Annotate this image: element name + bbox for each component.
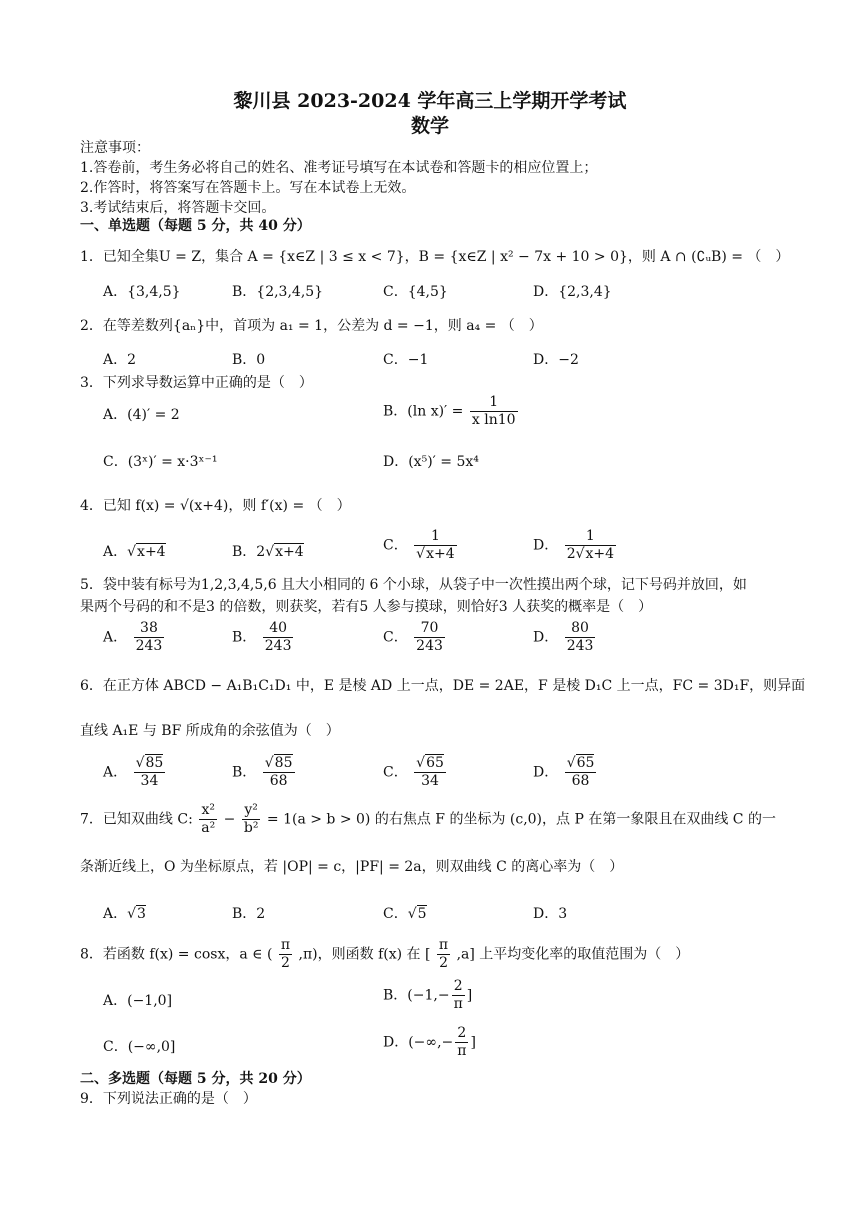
- question-4-stem: 4．已知 f(x) = √(x+4)，则 f′(x) = （ ）: [80, 498, 351, 514]
- pi-over-two: [437, 937, 450, 972]
- q7-option-a: A．√3: [103, 906, 146, 922]
- q6-option-a: [103, 755, 167, 790]
- fraction-numerator: 2: [452, 978, 465, 996]
- option-letter: D．: [533, 537, 559, 554]
- q1-option-d: D．{2,3,4}: [533, 284, 612, 300]
- option-text: D．(−∞,−: [383, 1034, 454, 1051]
- fraction-numerator: 38: [134, 620, 165, 638]
- hyperbola-x-term: [199, 802, 217, 837]
- question-1-stem: 1．已知全集U = Z，集合 A = {x∈Z | 3 ≤ x < 7}，B = {x∈Z | x² − 7x + 10 > 0}，则 A ∩ (∁ᵤB) = （ ）: [80, 249, 790, 265]
- fraction-numerator: 2: [455, 1025, 468, 1043]
- q1-option-c: C．{4,5}: [383, 284, 448, 300]
- fraction-denominator: 68: [269, 773, 288, 789]
- fraction-numerator: π: [438, 937, 449, 953]
- question-2-stem: 2．在等差数列{aₙ}中，首项为 a₁ = 1，公差为 d = −1，则 a₄ = （ ）: [80, 318, 543, 334]
- q6-option-c-fraction: [414, 755, 446, 790]
- q5-option-b-fraction: [263, 620, 294, 655]
- notes-heading: 注意事项：: [80, 140, 150, 156]
- q6-option-d: [533, 755, 598, 790]
- fraction-denominator: 34: [421, 773, 439, 789]
- fraction-denominator: 68: [571, 773, 590, 789]
- q6-option-c: [383, 755, 448, 790]
- fraction-denominator: π: [453, 996, 463, 1012]
- fraction-denominator: 243: [566, 638, 594, 654]
- option-letter: A．: [103, 906, 128, 922]
- stem-text: = 1(a > b > 0) 的右焦点 F 的坐标为 (c,0)，点 P 在第一象限且在双曲线 C 的一: [266, 811, 776, 828]
- q5-option-a: [103, 620, 166, 655]
- q5-option-d: [533, 620, 597, 655]
- fraction-denominator: 2: [281, 955, 290, 971]
- fraction-denominator: 34: [140, 773, 159, 789]
- q8-option-b: [383, 978, 472, 1013]
- note-item: 1.答卷前，考生务必将自己的姓名、准考证号填写在本试卷和答题卡的相应位置上；: [80, 160, 598, 176]
- q1-option-a: A．{3,4,5}: [103, 284, 181, 300]
- q6-option-b-fraction: [263, 755, 295, 790]
- radicand: 85: [145, 755, 164, 771]
- q4-option-d-fraction: [565, 528, 616, 563]
- option-letter: D．: [533, 764, 559, 781]
- question-3-stem: 3．下列求导数运算中正确的是（ ）: [80, 375, 313, 391]
- fraction-denominator: √x+4: [416, 546, 455, 562]
- fraction-numerator: √85: [264, 755, 293, 771]
- question-6-stem-line-2: 直线 A₁E 与 BF 所成角的余弦值为（ ）: [80, 723, 340, 739]
- q8-option-d: [383, 1025, 476, 1060]
- q3-option-b-prefix: B．(ln x)′ =: [383, 403, 464, 420]
- note-item: 2.作答时，将答案写在答题卡上。写在本试卷上无效。: [80, 180, 416, 196]
- radicand: 3: [137, 906, 146, 922]
- fraction-denominator: a²: [201, 820, 216, 836]
- radicand: 65: [576, 755, 595, 771]
- fraction-numerator: 40: [263, 620, 294, 638]
- fraction-numerator: √85: [135, 755, 164, 771]
- fraction-numerator: 1: [565, 528, 616, 546]
- stem-text: ,a] 上平均变化率的取值范围为（ ）: [456, 946, 690, 963]
- question-5-stem-line-1: 5．袋中装有标号为1,2,3,4,5,6 且大小相同的 6 个小球，从袋子中一次性摸出两个球，记下号码并放回，如: [80, 577, 747, 593]
- q4-option-b: B．2√x+4: [232, 544, 304, 560]
- stem-text: 8．若函数 f(x) = cosx，a ∈ (: [80, 946, 273, 963]
- q5-option-c-fraction: [414, 620, 445, 655]
- option-letter: B．2: [232, 544, 266, 560]
- fraction-numerator: y²: [242, 802, 261, 820]
- q3-option-d: D．(x⁵)′ = 5x⁴: [383, 454, 479, 470]
- radicand: x+4: [426, 546, 455, 562]
- radicand: 5: [417, 906, 427, 922]
- option-letter: A．: [103, 544, 128, 560]
- fraction-numerator: √65: [416, 755, 444, 771]
- fraction-numerator: 80: [565, 620, 596, 638]
- q2-option-a: A．2: [103, 352, 137, 368]
- q4-option-c: [383, 528, 459, 563]
- q6-option-d-fraction: [565, 755, 597, 790]
- q7-option-d: D．3: [533, 906, 568, 922]
- fraction-denominator: 243: [264, 638, 292, 654]
- q2-option-b: B．0: [232, 352, 266, 368]
- fraction-denominator: b²: [243, 820, 259, 836]
- q5-option-d-fraction: [565, 620, 596, 655]
- question-9-stem: 9．下列说法正确的是（ ）: [80, 1091, 257, 1107]
- question-7-stem-line-2: 条渐近线上，O 为坐标原点，若 |OP| = c，|PF| = 2a，则双曲线 C 的离心率为（ ）: [80, 859, 624, 875]
- option-letter: D．: [533, 629, 559, 646]
- question-7-stem-line-1: [80, 802, 776, 837]
- stem-text: ,π)，则函数 f(x) 在 [: [298, 946, 431, 963]
- section-heading-multi: 二、多选题（每题 5 分，共 20 分）: [80, 1071, 311, 1087]
- q3-option-b: [383, 394, 520, 429]
- q4-option-a: A．√x+4: [103, 544, 166, 560]
- q5-option-a-fraction: [134, 620, 165, 655]
- pi-over-two: [279, 937, 292, 972]
- question-5-stem-line-2: 果两个号码的和不是3 的倍数，则获奖，若有5 人参与摸球，则恰好3 人获奖的概率是（ ）: [80, 599, 653, 615]
- q2-option-d: D．−2: [533, 352, 579, 368]
- section-heading-single: 一、单选题（每题 5 分，共 40 分）: [80, 218, 311, 234]
- option-text: ]: [466, 987, 473, 1004]
- option-letter: A．: [103, 764, 128, 781]
- fraction-denominator: x ln10: [471, 412, 516, 428]
- option-letter: C．: [383, 764, 408, 781]
- exam-subject: 数学: [410, 115, 449, 137]
- q8-option-a: A．(−1,0]: [103, 993, 173, 1009]
- fraction-denominator: 243: [135, 638, 163, 654]
- q8-option-c: C．(−∞,0]: [103, 1039, 176, 1055]
- q6-option-a-fraction: [134, 755, 166, 790]
- stem-text: 7．已知双曲线 C:: [80, 811, 193, 828]
- question-8-stem: [80, 937, 689, 972]
- radicand: 85: [274, 755, 293, 771]
- q5-option-c: [383, 620, 447, 655]
- q4-option-d: [533, 528, 618, 563]
- option-text: ]: [470, 1034, 476, 1051]
- option-letter: C．: [383, 537, 408, 554]
- coefficient: 2: [566, 546, 576, 562]
- fraction-denominator: π: [457, 1043, 467, 1059]
- option-letter: A．: [103, 629, 128, 646]
- question-6-stem-line-1: 6．在正方体 ABCD − A₁B₁C₁D₁ 中，E 是棱 AD 上一点，DE = 2AE，F 是棱 D₁C 上一点，FC = 3D₁F，则异面: [80, 678, 806, 694]
- q7-option-b: B．2: [232, 906, 266, 922]
- q3-option-b-fraction: [470, 394, 518, 429]
- q3-option-a: A．(4)′ = 2: [103, 407, 180, 423]
- fraction-numerator: 1: [470, 394, 518, 412]
- radicand: x+4: [585, 546, 615, 562]
- option-letter: C．: [383, 629, 408, 646]
- q5-option-b: [232, 620, 295, 655]
- q6-option-b: [232, 755, 297, 790]
- option-letter: B．: [232, 764, 257, 781]
- radicand: x+4: [275, 544, 304, 560]
- minus-sign: −: [223, 811, 236, 828]
- q8-option-b-fraction: [452, 978, 465, 1013]
- q4-option-c-fraction: [414, 528, 456, 563]
- fraction-denominator: 2: [439, 955, 448, 971]
- q8-option-d-fraction: [455, 1025, 468, 1060]
- fraction-numerator: 70: [414, 620, 445, 638]
- fraction-denominator: 243: [416, 638, 443, 654]
- radicand: 65: [426, 755, 444, 771]
- q2-option-c: C．−1: [383, 352, 429, 368]
- fraction-numerator: π: [280, 937, 291, 953]
- note-item: 3.考试结束后，将答题卡交回。: [80, 200, 276, 216]
- exam-title: 黎川县 2023-2024 学年高三上学期开学考试: [233, 90, 627, 112]
- q3-option-c: C．(3ˣ)′ = x·3ˣ⁻¹: [103, 454, 218, 470]
- option-letter: B．: [232, 629, 257, 646]
- fraction-numerator: 1: [414, 528, 456, 546]
- q7-option-c: C．√5: [383, 906, 427, 922]
- fraction-numerator: √65: [566, 755, 595, 771]
- fraction-denominator: 2√x+4: [566, 546, 615, 562]
- q1-option-b: B．{2,3,4,5}: [232, 284, 324, 300]
- option-letter: C．: [383, 906, 408, 922]
- fraction-numerator: x²: [199, 802, 217, 820]
- hyperbola-y-term: [242, 802, 261, 837]
- option-text: B．(−1,−: [383, 987, 450, 1004]
- radicand: x+4: [137, 544, 166, 560]
